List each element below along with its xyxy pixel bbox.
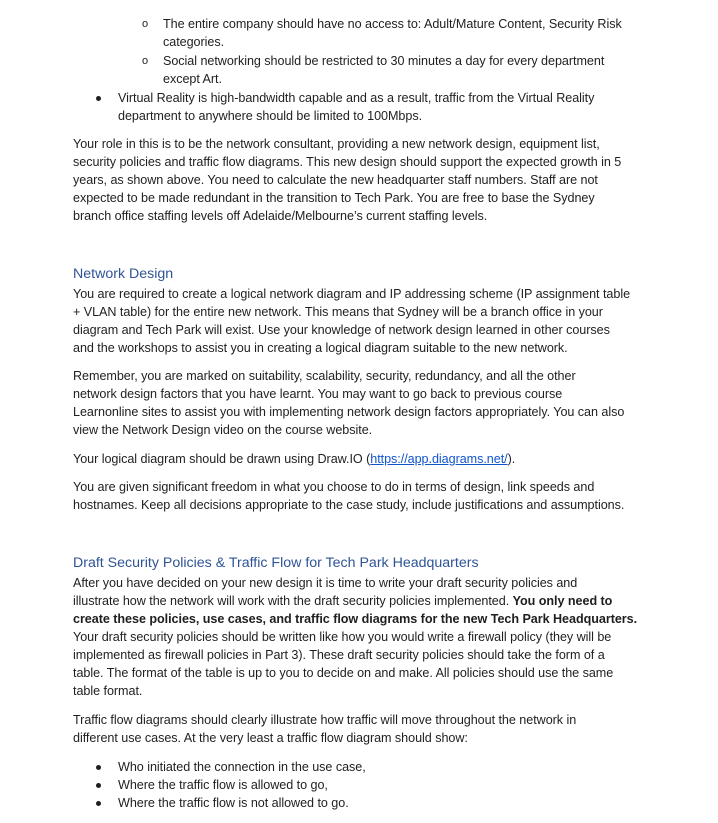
security-p1-line-6: table. The format of the table is up to you to decide on and make. All policies should use the same [73, 666, 614, 680]
bullet-dot [96, 765, 101, 770]
network-design-p2-line-4: view the Network Design video on the course website. [73, 423, 373, 437]
security-p1-line-4: Your draft security policies should be written like how you would write a firewall policy (they will be [73, 630, 612, 644]
security-p1-line-3-bold: create these policies, use cases, and traffic flow diagrams for the new Tech Park Headquarters. [73, 612, 638, 626]
role-paragraph-line-2: security policies and traffic flow diagrams. This new design should support the expected growth in 5 [73, 155, 622, 169]
security-p2-line-1: Traffic flow diagrams should clearly illustrate how traffic will move throughout the network in [73, 713, 577, 727]
bullet-dot [96, 801, 101, 806]
drawio-text: Your logical diagram should be drawn using Draw.IO ( [73, 452, 371, 466]
network-design-p2-line-2: network design factors that you have learnt. You may want to go back to previous course [73, 387, 563, 401]
sub-bullet-1-line-1: The entire company should have no access to: Adult/Mature Content, Security Risk [163, 17, 622, 31]
network-design-p4-line-2: hostnames. Keep all decisions appropriate to the case study, include justifications and assumptions. [73, 498, 625, 512]
vr-bullet-line-1: Virtual Reality is high-bandwidth capable and as a result, traffic from the Virtual Reality [118, 91, 595, 105]
role-paragraph-line-5: branch office staffing levels off Adelaide/Melbourne’s current staffing levels. [73, 209, 488, 223]
sub-bullet-2-line-2: except Art. [163, 72, 222, 86]
security-p1-line-5: implemented as firewall policies in Part 3). These draft security policies should take the form of a [73, 648, 605, 662]
bullet-dot [96, 96, 101, 101]
security-p1-line-2-bold: You only need to [512, 594, 613, 608]
traffic-bullet-2: Where the traffic flow is allowed to go, [118, 778, 328, 792]
sub-bullet-2-line-1: Social networking should be restricted to 30 minutes a day for every department [163, 54, 605, 68]
security-p1-line-2-text: illustrate how the network will work with the draft security policies implemented. [73, 594, 513, 608]
sub-bullet-marker: o [142, 18, 149, 30]
network-design-p3 [73, 450, 515, 468]
security-p1-line-2 [73, 592, 612, 610]
role-paragraph-line-4: expected to be made redundant in the transition to Tech Park. You are free to base the Sydney [73, 191, 595, 205]
network-design-heading: Network Design [73, 266, 174, 282]
network-design-p2-line-3: Learnonline sites to assist you with implementing network design factors appropriately. You can also [73, 405, 625, 419]
security-p1-line-1: After you have decided on your new design it is time to write your draft security policies and [73, 576, 578, 590]
network-design-p2-line-1: Remember, you are marked on suitability, scalability, security, redundancy, and all the other [73, 369, 576, 383]
vr-bullet-line-2: department to anywhere should be limited to 100Mbps. [118, 109, 423, 123]
diagrams-net-link[interactable]: https://app.diagrams.net/ [370, 452, 508, 466]
drawio-text-end: ). [507, 452, 516, 466]
network-design-p1-line-1: You are required to create a logical network diagram and IP addressing scheme (IP assignment table [73, 287, 631, 301]
security-policies-heading: Draft Security Policies & Traffic Flow for Tech Park Headquarters [73, 555, 479, 571]
sub-bullet-marker: o [142, 55, 149, 67]
traffic-bullet-3: Where the traffic flow is not allowed to go. [118, 796, 349, 810]
network-design-p1-line-2: + VLAN table) for the entire new network. This means that Sydney will be a branch office in your [73, 305, 603, 319]
security-p2-line-2: different use cases. At the very least a traffic flow diagram should show: [73, 731, 468, 745]
security-p1-line-7: table format. [73, 684, 143, 698]
network-design-p1-line-3: diagram and Tech Park will exist. Use your knowledge of network design learned in other courses [73, 323, 610, 337]
bullet-dot [96, 783, 101, 788]
traffic-bullet-1: Who initiated the connection in the use case, [118, 760, 366, 774]
role-paragraph-line-1: Your role in this is to be the network consultant, providing a new network design, equipment list, [73, 137, 600, 151]
sub-bullet-1-line-2: categories. [163, 35, 225, 49]
role-paragraph-line-3: years, as shown above. You need to calculate the new headquarter staff numbers. Staff are not [73, 173, 598, 187]
network-design-p4-line-1: You are given significant freedom in what you choose to do in terms of design, link speeds and [73, 480, 595, 494]
network-design-p1-line-4: and the workshops to assist you in creating a logical diagram suitable to the new network. [73, 341, 568, 355]
